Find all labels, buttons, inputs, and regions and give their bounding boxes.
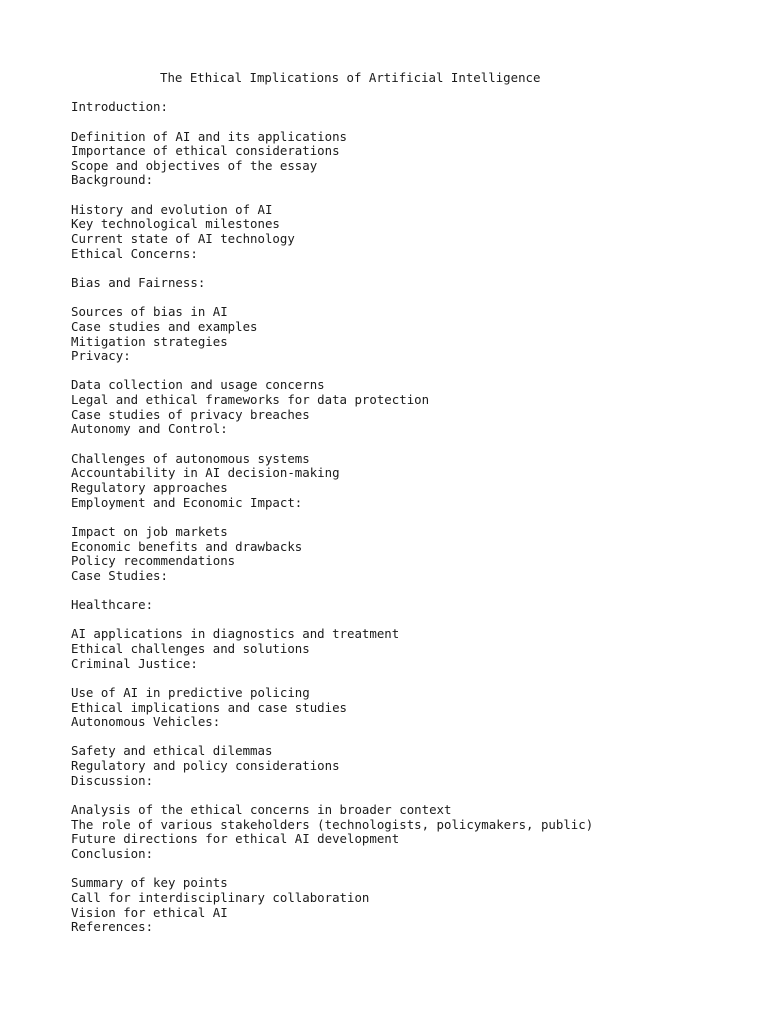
- document-line: Summary of key points: [71, 875, 228, 891]
- document-line: Key technological milestones: [71, 216, 280, 232]
- document-line: History and evolution of AI: [71, 201, 273, 217]
- document-line: Employment and Economic Impact:: [71, 494, 303, 510]
- document-line: Scope and objectives of the essay: [71, 157, 318, 173]
- blank-line: [71, 437, 711, 452]
- document-line: Future directions for ethical AI development: [71, 831, 400, 847]
- document-line: Regulatory approaches: [71, 479, 228, 495]
- blank-line: [71, 291, 711, 306]
- blank-line: [71, 671, 711, 686]
- document-line: Autonomous Vehicles:: [71, 714, 221, 730]
- document-line: Healthcare:: [71, 597, 154, 613]
- document-line: Current state of AI technology: [71, 231, 295, 247]
- blank-line: [71, 188, 711, 203]
- document-title: The Ethical Implications of Artificial Intelligence: [160, 70, 541, 85]
- document-line: Sources of bias in AI: [71, 304, 228, 320]
- document-line: Privacy:: [71, 348, 131, 364]
- document-line: Impact on job markets: [71, 523, 228, 539]
- document-line: AI applications in diagnostics and treatment: [71, 626, 400, 642]
- blank-line: [71, 364, 711, 379]
- document-line: Case studies of privacy breaches: [71, 406, 310, 422]
- blank-line: [71, 862, 711, 877]
- blank-line: [71, 730, 711, 745]
- blank-line: [71, 86, 711, 101]
- document-line: Criminal Justice:: [71, 655, 198, 671]
- document-line: Legal and ethical frameworks for data protection: [71, 392, 430, 408]
- blank-line: [71, 788, 711, 803]
- document-line: Analysis of the ethical concerns in broader context: [71, 802, 452, 818]
- document-line: Policy recommendations: [71, 553, 236, 569]
- document-line: Economic benefits and drawbacks: [71, 538, 303, 554]
- document-line: Importance of ethical considerations: [71, 143, 340, 159]
- document-line: Accountability in AI decision-making: [71, 465, 340, 481]
- blank-line: [71, 115, 711, 130]
- document-line: Ethical Concerns:: [71, 245, 198, 261]
- document-line: Ethical implications and case studies: [71, 699, 348, 715]
- document-line: References:: [71, 919, 154, 935]
- blank-line: [71, 583, 711, 598]
- document-line: Discussion:: [71, 772, 154, 788]
- document-line: The role of various stakeholders (technologists, policymakers, public): [71, 816, 594, 832]
- document-line: Call for interdisciplinary collaboration: [71, 889, 370, 905]
- document-line: Autonomy and Control:: [71, 421, 228, 437]
- document-line: Background:: [71, 172, 154, 188]
- document-lines: [71, 86, 711, 935]
- blank-line: [71, 261, 711, 276]
- document-line: Safety and ethical dilemmas: [71, 743, 273, 759]
- document-body: [71, 71, 711, 935]
- document-line: Mitigation strategies: [71, 333, 228, 349]
- document-line: Data collection and usage concerns: [71, 377, 325, 393]
- document-line: Vision for ethical AI: [71, 904, 228, 920]
- document-line: Definition of AI and its applications: [71, 128, 348, 144]
- document-line: Case Studies:: [71, 567, 168, 583]
- blank-line: [71, 510, 711, 525]
- document-line: Ethical challenges and solutions: [71, 640, 310, 656]
- document-line: Case studies and examples: [71, 318, 258, 334]
- document-line: Introduction:: [71, 99, 168, 115]
- blank-line: [71, 613, 711, 628]
- document-line: Use of AI in predictive policing: [71, 684, 310, 700]
- document-line: Regulatory and policy considerations: [71, 758, 340, 774]
- document-line: Conclusion:: [71, 845, 154, 861]
- document-line: Bias and Fairness:: [71, 274, 206, 290]
- document-line: Challenges of autonomous systems: [71, 450, 310, 466]
